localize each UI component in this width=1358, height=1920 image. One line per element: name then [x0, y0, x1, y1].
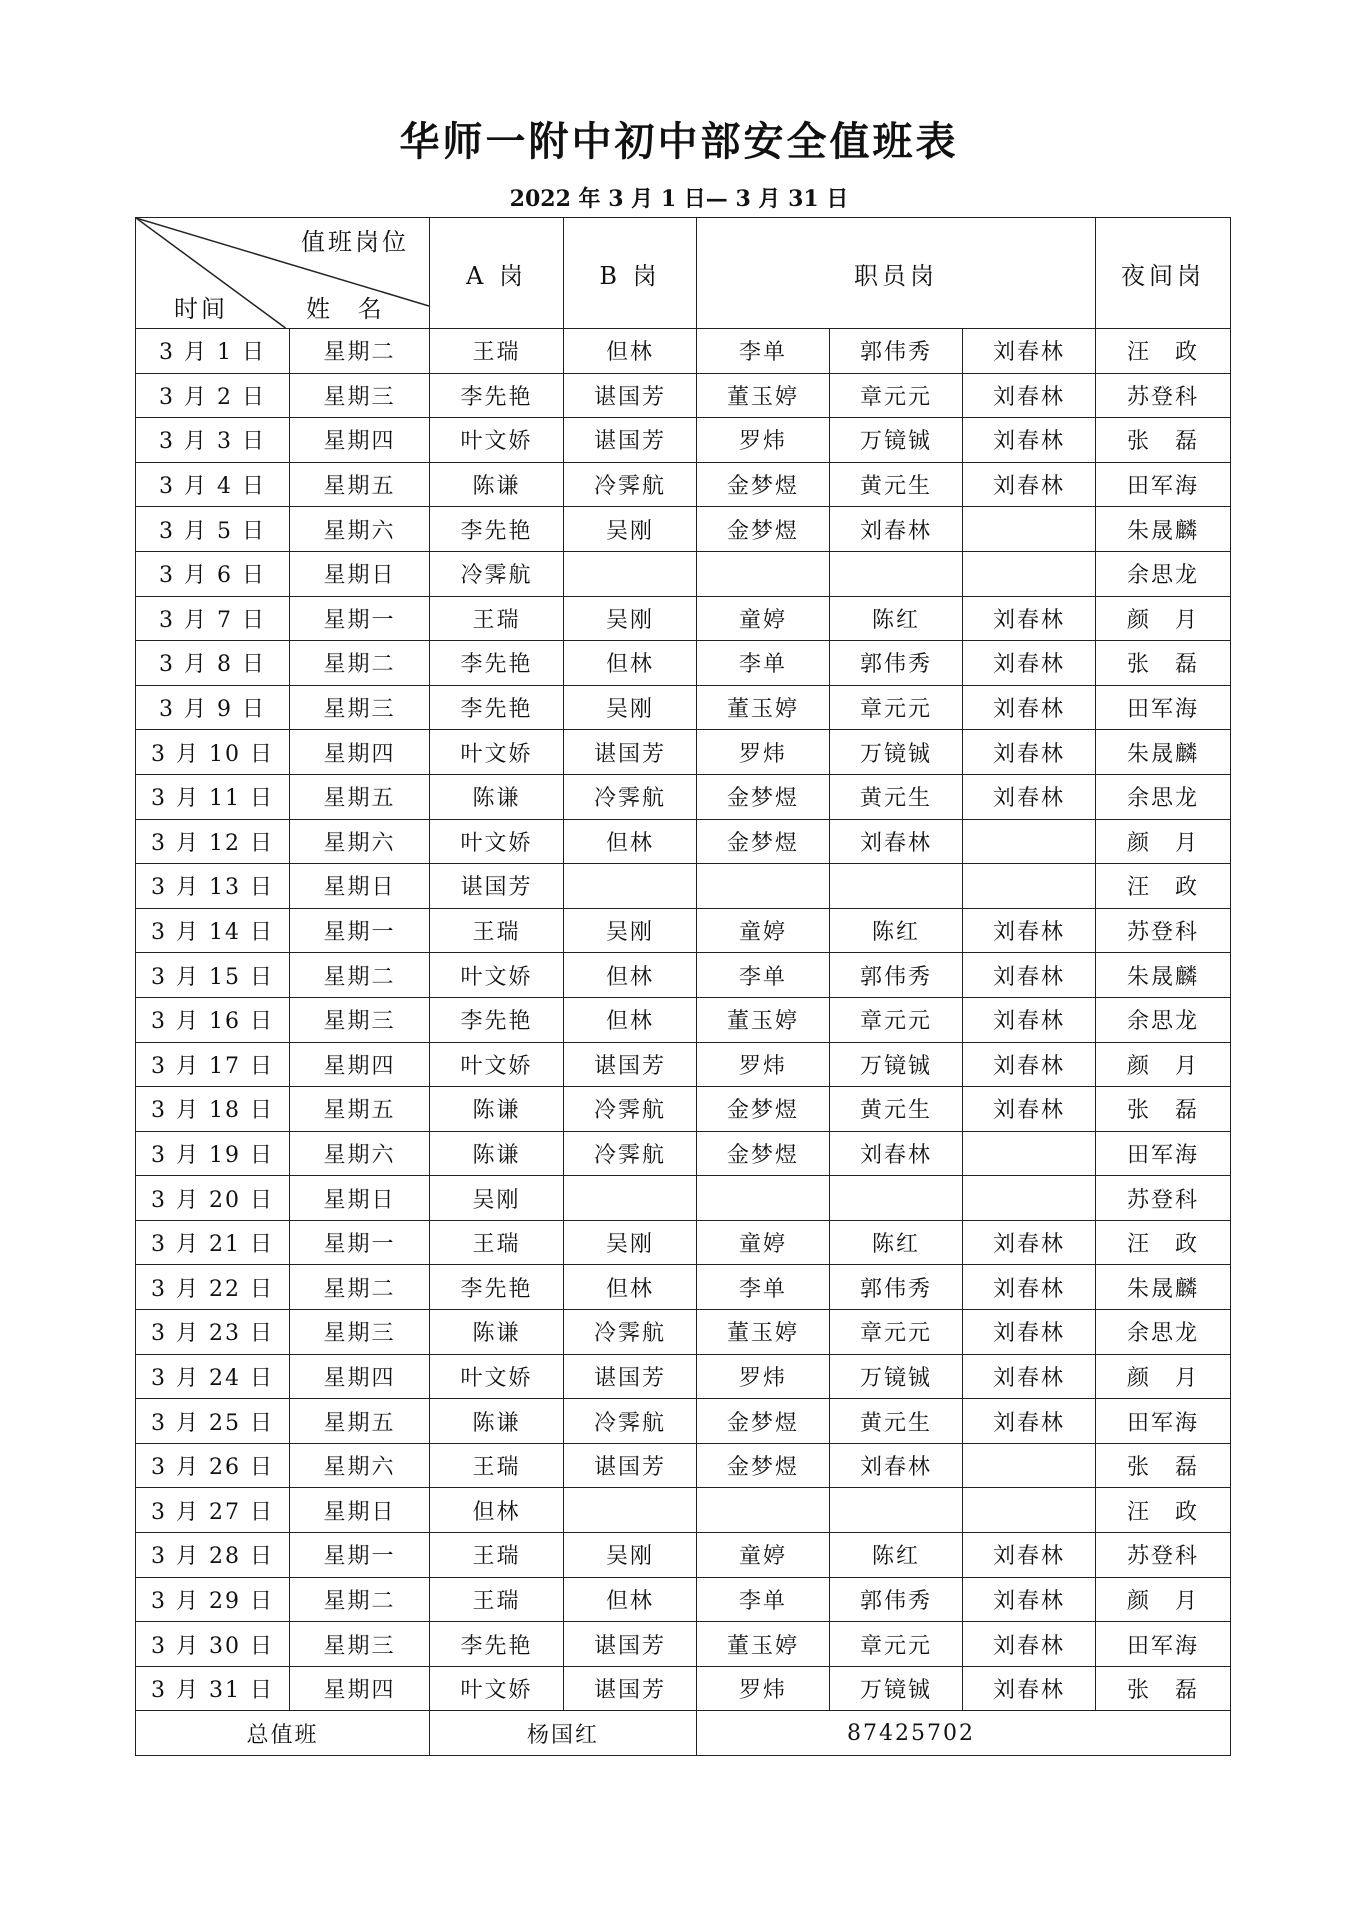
night-post-cell: 田军海 — [1096, 462, 1231, 507]
weekday-cell: 星期五 — [290, 462, 430, 507]
night-post-cell: 颜 月 — [1096, 1354, 1231, 1399]
night-post-cell: 田军海 — [1096, 685, 1231, 730]
date-cell: 3 月 16 日 — [136, 997, 290, 1042]
post-a-cell: 王瑞 — [430, 1577, 564, 1622]
post-a-cell: 陈谦 — [430, 774, 564, 819]
night-post-cell: 汪 政 — [1096, 1220, 1231, 1265]
night-post-cell: 苏登科 — [1096, 908, 1231, 953]
time-label: 时间 — [174, 295, 228, 323]
staff-2-cell: 刘春林 — [830, 1131, 963, 1176]
post-a-header: A 岗 — [430, 218, 564, 329]
post-b-cell: 但林 — [564, 329, 697, 374]
staff-1-cell: 罗炜 — [697, 1042, 830, 1087]
staff-3-cell — [963, 551, 1096, 596]
staff-3-cell: 刘春林 — [963, 997, 1096, 1042]
post-b-cell: 谌国芳 — [564, 1666, 697, 1711]
staff-2-cell: 章元元 — [830, 373, 963, 418]
staff-2-cell: 刘春林 — [830, 819, 963, 864]
night-post-cell: 颜 月 — [1096, 1042, 1231, 1087]
post-a-cell: 李先艳 — [430, 641, 564, 686]
staff-2-cell — [830, 551, 963, 596]
duty-table — [135, 217, 1231, 1756]
night-post-cell: 苏登科 — [1096, 1176, 1231, 1221]
weekday-cell: 星期二 — [290, 329, 430, 374]
post-a-cell: 李先艳 — [430, 1622, 564, 1667]
staff-2-cell: 陈红 — [830, 1533, 963, 1578]
general-duty-name: 杨国红 — [430, 1711, 697, 1756]
staff-2-cell: 黄元生 — [830, 1087, 963, 1132]
staff-2-cell: 刘春林 — [830, 1443, 963, 1488]
date-cell: 3 月 17 日 — [136, 1042, 290, 1087]
table-row — [136, 1042, 1231, 1087]
date-cell: 3 月 21 日 — [136, 1220, 290, 1265]
table-row — [136, 1087, 1231, 1132]
date-cell: 3 月 11 日 — [136, 774, 290, 819]
footer-row — [136, 1711, 1231, 1756]
post-b-cell: 但林 — [564, 953, 697, 998]
post-a-cell: 但林 — [430, 1488, 564, 1533]
weekday-cell: 星期三 — [290, 373, 430, 418]
duty-post-label: 值班岗位 — [301, 228, 409, 256]
weekday-cell: 星期五 — [290, 1087, 430, 1132]
staff-2-cell: 郭伟秀 — [830, 1577, 963, 1622]
staff-3-cell: 刘春林 — [963, 1622, 1096, 1667]
post-b-cell: 冷霁航 — [564, 1131, 697, 1176]
table-row — [136, 1488, 1231, 1533]
post-b-cell: 但林 — [564, 641, 697, 686]
weekday-cell: 星期一 — [290, 596, 430, 641]
post-b-cell: 但林 — [564, 819, 697, 864]
table-row — [136, 774, 1231, 819]
night-post-cell: 朱晟麟 — [1096, 507, 1231, 552]
date-cell: 3 月 28 日 — [136, 1533, 290, 1578]
staff-3-cell: 刘春林 — [963, 908, 1096, 953]
post-b-cell: 冷霁航 — [564, 774, 697, 819]
table-row — [136, 596, 1231, 641]
table-row — [136, 1220, 1231, 1265]
weekday-cell: 星期二 — [290, 1577, 430, 1622]
staff-1-cell — [697, 1488, 830, 1533]
date-cell: 3 月 26 日 — [136, 1443, 290, 1488]
date-cell: 3 月 14 日 — [136, 908, 290, 953]
post-b-cell: 冷霁航 — [564, 1310, 697, 1355]
staff-3-cell — [963, 1488, 1096, 1533]
staff-3-cell: 刘春林 — [963, 462, 1096, 507]
date-range: 2022 年 3 月 1 日— 3 月 31 日 — [509, 186, 849, 212]
staff-1-cell: 罗炜 — [697, 418, 830, 463]
post-b-cell — [564, 551, 697, 596]
staff-1-cell: 金梦煜 — [697, 1131, 830, 1176]
weekday-cell: 星期四 — [290, 1042, 430, 1087]
staff-post-header: 职员岗 — [697, 218, 1096, 329]
date-cell: 3 月 5 日 — [136, 507, 290, 552]
date-cell: 3 月 25 日 — [136, 1399, 290, 1444]
staff-2-cell: 黄元生 — [830, 462, 963, 507]
staff-1-cell: 李单 — [697, 1577, 830, 1622]
staff-3-cell: 刘春林 — [963, 1265, 1096, 1310]
night-post-cell: 颜 月 — [1096, 819, 1231, 864]
night-post-cell: 余思龙 — [1096, 1310, 1231, 1355]
staff-3-cell: 刘春林 — [963, 373, 1096, 418]
post-a-cell: 李先艳 — [430, 685, 564, 730]
table-row — [136, 462, 1231, 507]
night-post-cell: 张 磊 — [1096, 1087, 1231, 1132]
table-row — [136, 1666, 1231, 1711]
night-post-cell: 颜 月 — [1096, 1577, 1231, 1622]
night-post-cell: 张 磊 — [1096, 418, 1231, 463]
date-cell: 3 月 19 日 — [136, 1131, 290, 1176]
date-cell: 3 月 30 日 — [136, 1622, 290, 1667]
table-row — [136, 507, 1231, 552]
date-cell: 3 月 13 日 — [136, 864, 290, 909]
weekday-cell: 星期日 — [290, 1488, 430, 1533]
weekday-cell: 星期二 — [290, 1265, 430, 1310]
staff-3-cell — [963, 507, 1096, 552]
post-b-cell: 但林 — [564, 1265, 697, 1310]
staff-3-cell — [963, 819, 1096, 864]
table-row — [136, 908, 1231, 953]
table-row — [136, 819, 1231, 864]
weekday-cell: 星期二 — [290, 641, 430, 686]
date-cell: 3 月 24 日 — [136, 1354, 290, 1399]
staff-1-cell: 金梦煜 — [697, 819, 830, 864]
post-b-cell: 谌国芳 — [564, 1622, 697, 1667]
date-cell: 3 月 10 日 — [136, 730, 290, 775]
post-b-cell: 冷霁航 — [564, 462, 697, 507]
staff-2-cell: 陈红 — [830, 1220, 963, 1265]
staff-3-cell — [963, 1176, 1096, 1221]
weekday-cell: 星期四 — [290, 418, 430, 463]
post-a-cell: 李先艳 — [430, 507, 564, 552]
staff-1-cell: 李单 — [697, 953, 830, 998]
general-duty-label: 总值班 — [136, 1711, 430, 1756]
date-cell: 3 月 22 日 — [136, 1265, 290, 1310]
date-cell: 3 月 18 日 — [136, 1087, 290, 1132]
staff-3-cell: 刘春林 — [963, 1087, 1096, 1132]
table-row — [136, 1577, 1231, 1622]
staff-2-cell: 万镜铖 — [830, 1042, 963, 1087]
staff-1-cell — [697, 551, 830, 596]
post-a-cell: 叶文娇 — [430, 1354, 564, 1399]
date-cell: 3 月 3 日 — [136, 418, 290, 463]
weekday-cell: 星期四 — [290, 1354, 430, 1399]
staff-3-cell — [963, 1131, 1096, 1176]
staff-3-cell: 刘春林 — [963, 730, 1096, 775]
night-post-cell: 田军海 — [1096, 1399, 1231, 1444]
post-a-cell: 王瑞 — [430, 329, 564, 374]
staff-2-cell: 万镜铖 — [830, 1354, 963, 1399]
night-post-cell: 田军海 — [1096, 1622, 1231, 1667]
post-a-cell: 叶文娇 — [430, 730, 564, 775]
night-post-cell: 汪 政 — [1096, 1488, 1231, 1533]
post-a-cell: 叶文娇 — [430, 418, 564, 463]
night-post-cell: 张 磊 — [1096, 641, 1231, 686]
weekday-cell: 星期一 — [290, 908, 430, 953]
table-row — [136, 1131, 1231, 1176]
post-a-cell: 冷霁航 — [430, 551, 564, 596]
weekday-cell: 星期五 — [290, 1399, 430, 1444]
staff-2-cell — [830, 1488, 963, 1533]
weekday-cell: 星期一 — [290, 1220, 430, 1265]
date-cell: 3 月 29 日 — [136, 1577, 290, 1622]
table-row — [136, 1176, 1231, 1221]
staff-3-cell: 刘春林 — [963, 685, 1096, 730]
post-b-cell: 谌国芳 — [564, 373, 697, 418]
date-cell: 3 月 31 日 — [136, 1666, 290, 1711]
date-cell: 3 月 6 日 — [136, 551, 290, 596]
post-b-cell: 吴刚 — [564, 507, 697, 552]
post-a-cell: 陈谦 — [430, 462, 564, 507]
staff-1-cell: 董玉婷 — [697, 373, 830, 418]
post-b-cell: 吴刚 — [564, 1533, 697, 1578]
weekday-cell: 星期六 — [290, 1131, 430, 1176]
table-row — [136, 1354, 1231, 1399]
post-a-cell: 叶文娇 — [430, 1042, 564, 1087]
date-cell: 3 月 12 日 — [136, 819, 290, 864]
staff-1-cell — [697, 864, 830, 909]
post-a-cell: 王瑞 — [430, 1533, 564, 1578]
table-row — [136, 641, 1231, 686]
staff-2-cell: 郭伟秀 — [830, 641, 963, 686]
weekday-cell: 星期六 — [290, 819, 430, 864]
night-post-cell: 余思龙 — [1096, 774, 1231, 819]
post-b-cell: 吴刚 — [564, 1220, 697, 1265]
night-post-cell: 余思龙 — [1096, 997, 1231, 1042]
post-b-header: B 岗 — [564, 218, 697, 329]
staff-3-cell: 刘春林 — [963, 1577, 1096, 1622]
staff-2-cell: 郭伟秀 — [830, 1265, 963, 1310]
staff-2-cell: 万镜铖 — [830, 418, 963, 463]
post-b-cell: 谌国芳 — [564, 1443, 697, 1488]
night-post-cell: 汪 政 — [1096, 864, 1231, 909]
table-row — [136, 685, 1231, 730]
post-a-cell: 王瑞 — [430, 596, 564, 641]
night-post-cell: 张 磊 — [1096, 1443, 1231, 1488]
staff-1-cell: 李单 — [697, 1265, 830, 1310]
staff-1-cell: 罗炜 — [697, 730, 830, 775]
staff-1-cell — [697, 1176, 830, 1221]
post-a-cell: 李先艳 — [430, 997, 564, 1042]
table-row — [136, 1399, 1231, 1444]
weekday-cell: 星期四 — [290, 730, 430, 775]
staff-2-cell: 黄元生 — [830, 774, 963, 819]
post-a-cell: 王瑞 — [430, 908, 564, 953]
post-a-cell: 叶文娇 — [430, 1666, 564, 1711]
staff-2-cell — [830, 864, 963, 909]
staff-3-cell: 刘春林 — [963, 329, 1096, 374]
staff-3-cell: 刘春林 — [963, 774, 1096, 819]
staff-1-cell: 金梦煜 — [697, 507, 830, 552]
night-post-cell: 朱晟麟 — [1096, 953, 1231, 998]
name-label: 姓 名 — [306, 295, 392, 323]
post-b-cell — [564, 864, 697, 909]
post-a-cell: 谌国芳 — [430, 864, 564, 909]
table-row — [136, 997, 1231, 1042]
post-b-cell: 冷霁航 — [564, 1087, 697, 1132]
staff-1-cell: 董玉婷 — [697, 1310, 830, 1355]
staff-3-cell: 刘春林 — [963, 1310, 1096, 1355]
staff-1-cell: 李单 — [697, 329, 830, 374]
post-b-cell: 谌国芳 — [564, 1042, 697, 1087]
weekday-cell: 星期四 — [290, 1666, 430, 1711]
table-row — [136, 418, 1231, 463]
date-cell: 3 月 2 日 — [136, 373, 290, 418]
page-title: 华师一附中初中部安全值班表 — [399, 118, 959, 165]
table-row — [136, 1265, 1231, 1310]
night-post-cell: 汪 政 — [1096, 329, 1231, 374]
date-cell: 3 月 20 日 — [136, 1176, 290, 1221]
staff-3-cell — [963, 1443, 1096, 1488]
staff-2-cell: 陈红 — [830, 596, 963, 641]
night-post-cell: 苏登科 — [1096, 1533, 1231, 1578]
staff-1-cell: 金梦煜 — [697, 462, 830, 507]
staff-3-cell: 刘春林 — [963, 596, 1096, 641]
staff-1-cell: 童婷 — [697, 596, 830, 641]
staff-2-cell: 章元元 — [830, 1622, 963, 1667]
date-cell: 3 月 8 日 — [136, 641, 290, 686]
post-b-cell: 但林 — [564, 997, 697, 1042]
weekday-cell: 星期日 — [290, 864, 430, 909]
post-b-cell: 吴刚 — [564, 908, 697, 953]
post-a-cell: 陈谦 — [430, 1310, 564, 1355]
staff-3-cell — [963, 864, 1096, 909]
date-cell: 3 月 27 日 — [136, 1488, 290, 1533]
post-b-cell — [564, 1488, 697, 1533]
staff-2-cell: 刘春林 — [830, 507, 963, 552]
post-a-cell: 王瑞 — [430, 1443, 564, 1488]
post-a-cell: 吴刚 — [430, 1176, 564, 1221]
diagonal-header-cell — [136, 218, 430, 329]
table-row — [136, 730, 1231, 775]
table-row — [136, 373, 1231, 418]
staff-1-cell: 金梦煜 — [697, 1087, 830, 1132]
post-b-cell: 谌国芳 — [564, 418, 697, 463]
post-b-cell: 冷霁航 — [564, 1399, 697, 1444]
staff-3-cell: 刘春林 — [963, 1666, 1096, 1711]
staff-3-cell: 刘春林 — [963, 1220, 1096, 1265]
night-post-cell: 田军海 — [1096, 1131, 1231, 1176]
staff-2-cell: 陈红 — [830, 908, 963, 953]
post-a-cell: 叶文娇 — [430, 953, 564, 998]
staff-1-cell: 童婷 — [697, 1220, 830, 1265]
table-row — [136, 1533, 1231, 1578]
weekday-cell: 星期三 — [290, 685, 430, 730]
table-row — [136, 1443, 1231, 1488]
weekday-cell: 星期三 — [290, 1310, 430, 1355]
staff-1-cell: 董玉婷 — [697, 1622, 830, 1667]
staff-2-cell: 章元元 — [830, 997, 963, 1042]
post-b-cell: 吴刚 — [564, 596, 697, 641]
staff-1-cell: 李单 — [697, 641, 830, 686]
staff-3-cell: 刘春林 — [963, 1354, 1096, 1399]
post-b-cell: 吴刚 — [564, 685, 697, 730]
staff-3-cell: 刘春林 — [963, 1399, 1096, 1444]
night-post-cell: 余思龙 — [1096, 551, 1231, 596]
staff-3-cell: 刘春林 — [963, 1533, 1096, 1578]
staff-2-cell: 郭伟秀 — [830, 953, 963, 998]
staff-3-cell: 刘春林 — [963, 641, 1096, 686]
staff-1-cell: 金梦煜 — [697, 1443, 830, 1488]
staff-1-cell: 金梦煜 — [697, 774, 830, 819]
night-post-cell: 苏登科 — [1096, 373, 1231, 418]
night-post-cell: 颜 月 — [1096, 596, 1231, 641]
weekday-cell: 星期日 — [290, 551, 430, 596]
weekday-cell: 星期三 — [290, 1622, 430, 1667]
date-cell: 3 月 15 日 — [136, 953, 290, 998]
staff-1-cell: 董玉婷 — [697, 685, 830, 730]
staff-3-cell: 刘春林 — [963, 953, 1096, 998]
staff-1-cell: 童婷 — [697, 908, 830, 953]
date-cell: 3 月 7 日 — [136, 596, 290, 641]
post-a-cell: 陈谦 — [430, 1087, 564, 1132]
general-duty-phone: 87425702 — [697, 1711, 1231, 1756]
weekday-cell: 星期日 — [290, 1176, 430, 1221]
night-post-cell: 朱晟麟 — [1096, 1265, 1231, 1310]
post-b-cell: 谌国芳 — [564, 730, 697, 775]
post-a-cell: 王瑞 — [430, 1220, 564, 1265]
post-a-cell: 李先艳 — [430, 373, 564, 418]
staff-2-cell: 章元元 — [830, 685, 963, 730]
staff-1-cell: 金梦煜 — [697, 1399, 830, 1444]
date-cell: 3 月 23 日 — [136, 1310, 290, 1355]
table-row — [136, 551, 1231, 596]
staff-3-cell: 刘春林 — [963, 418, 1096, 463]
date-cell: 3 月 4 日 — [136, 462, 290, 507]
staff-2-cell: 万镜铖 — [830, 730, 963, 775]
staff-2-cell: 章元元 — [830, 1310, 963, 1355]
night-post-cell: 张 磊 — [1096, 1666, 1231, 1711]
night-post-cell: 朱晟麟 — [1096, 730, 1231, 775]
post-a-cell: 李先艳 — [430, 1265, 564, 1310]
night-post-header: 夜间岗 — [1096, 218, 1231, 329]
table-row — [136, 1622, 1231, 1667]
table-row — [136, 864, 1231, 909]
staff-1-cell: 董玉婷 — [697, 997, 830, 1042]
weekday-cell: 星期二 — [290, 953, 430, 998]
weekday-cell: 星期六 — [290, 1443, 430, 1488]
date-cell: 3 月 1 日 — [136, 329, 290, 374]
post-a-cell: 陈谦 — [430, 1131, 564, 1176]
staff-1-cell: 罗炜 — [697, 1666, 830, 1711]
weekday-cell: 星期三 — [290, 997, 430, 1042]
post-b-cell: 谌国芳 — [564, 1354, 697, 1399]
staff-2-cell: 黄元生 — [830, 1399, 963, 1444]
table-header-row — [136, 218, 1231, 329]
table-row — [136, 1310, 1231, 1355]
post-a-cell: 叶文娇 — [430, 819, 564, 864]
staff-2-cell: 郭伟秀 — [830, 329, 963, 374]
staff-1-cell: 罗炜 — [697, 1354, 830, 1399]
table-row — [136, 329, 1231, 374]
weekday-cell: 星期五 — [290, 774, 430, 819]
post-a-cell: 陈谦 — [430, 1399, 564, 1444]
post-b-cell — [564, 1176, 697, 1221]
table-row — [136, 953, 1231, 998]
staff-3-cell: 刘春林 — [963, 1042, 1096, 1087]
post-b-cell: 但林 — [564, 1577, 697, 1622]
weekday-cell: 星期一 — [290, 1533, 430, 1578]
staff-2-cell: 万镜铖 — [830, 1666, 963, 1711]
staff-1-cell: 童婷 — [697, 1533, 830, 1578]
weekday-cell: 星期六 — [290, 507, 430, 552]
date-cell: 3 月 9 日 — [136, 685, 290, 730]
staff-2-cell — [830, 1176, 963, 1221]
